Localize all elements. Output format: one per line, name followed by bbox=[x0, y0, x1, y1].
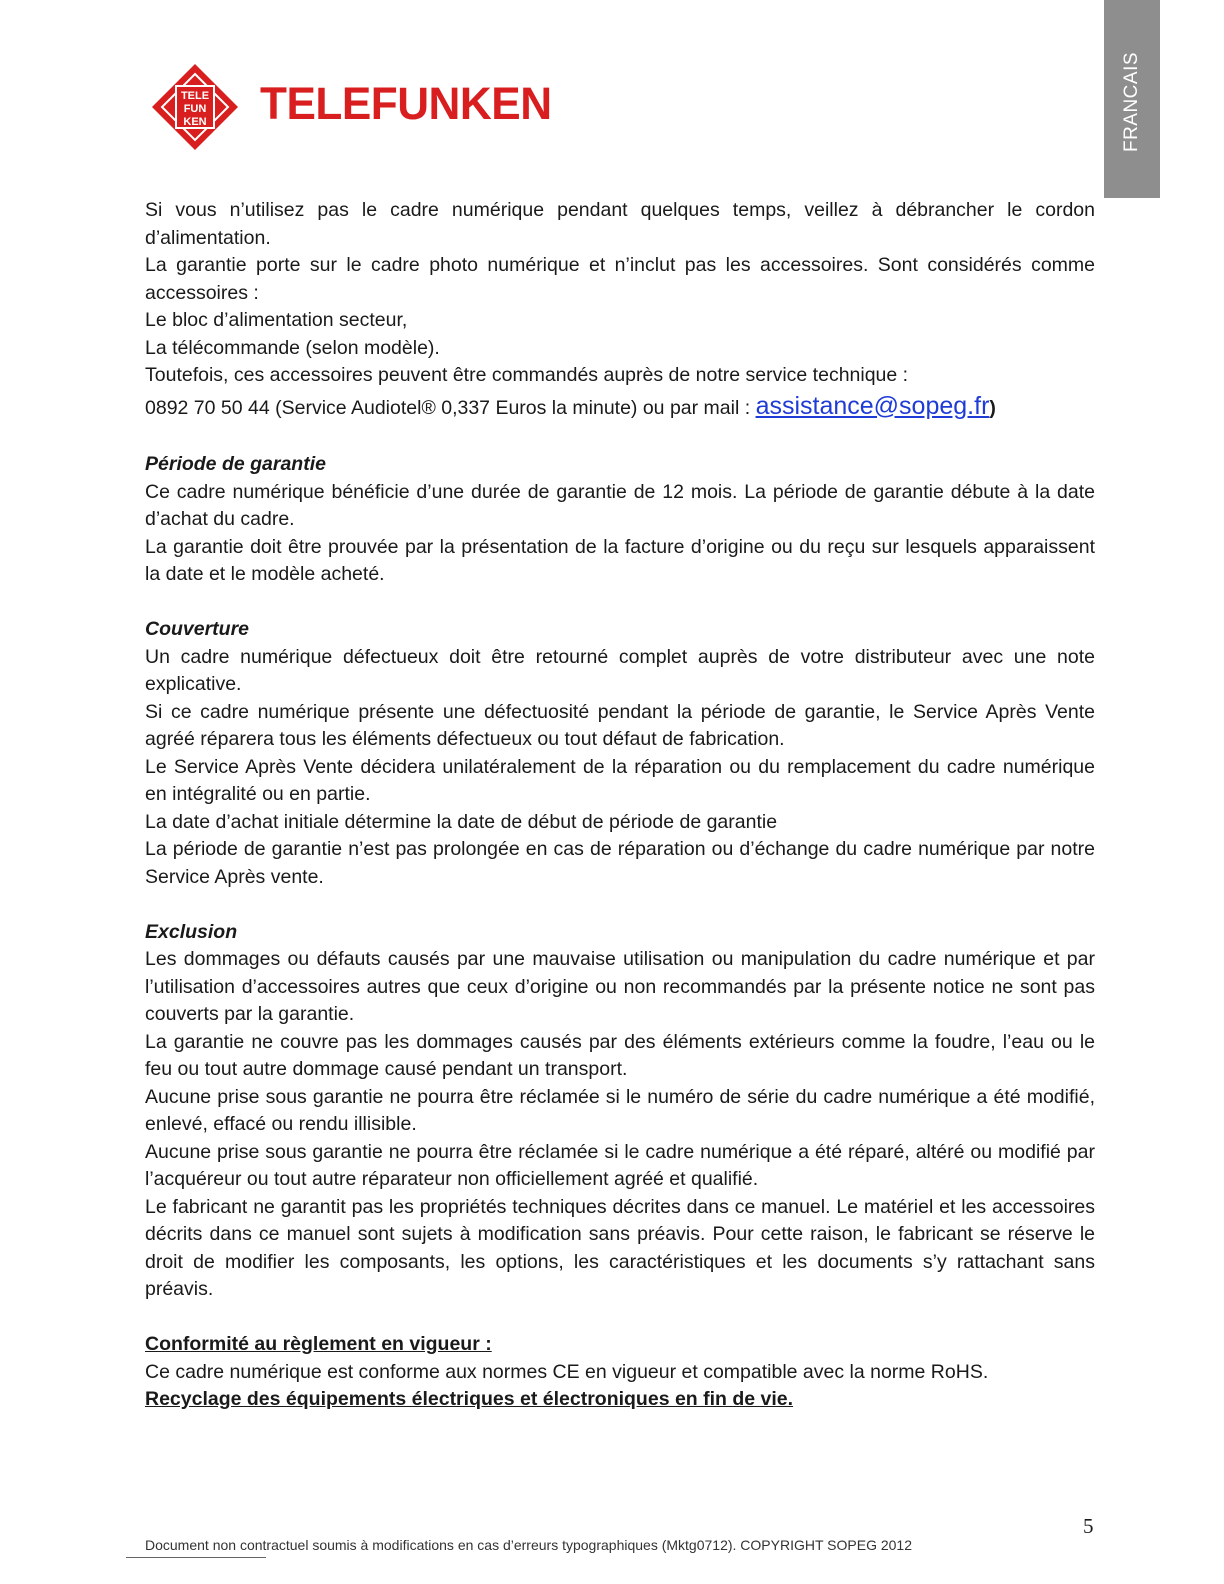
exclusion-paragraph: Aucune prise sous garantie ne pourra être réclamée si le cadre numérique a été réparé, altéré ou modifié par l’acquéreur ou tout autre réparateur non officiellement agréé et qualifié. bbox=[145, 1140, 1095, 1190]
footer-text: Document non contractuel soumis à modifications en cas d’erreurs typographiques (Mktg0712). COPYRIGHT SOPEG 2012 bbox=[145, 1537, 912, 1553]
contact-text: 0892 70 50 44 (Service Audiotel® 0,337 Euros la minute) ou par mail : bbox=[145, 396, 756, 419]
language-tab bbox=[1104, 0, 1160, 198]
brand-name: TELEFUNKEN bbox=[260, 78, 552, 129]
periode-paragraph: La garantie doit être prouvée par la présentation de la facture d’origine ou du reçu sur lesquels apparaissent la date et le modèle acheté. bbox=[145, 535, 1095, 585]
couverture-paragraph: La période de garantie n’est pas prolongée en cas de réparation ou d’échange du cadre numérique par notre Service Après vente. bbox=[145, 838, 1095, 888]
couverture-paragraph: Si ce cadre numérique présente une défectuosité pendant la période de garantie, le Service Après Vente agréé réparera tous les éléments défectueux ou tout défaut de fabrication. bbox=[145, 700, 1095, 750]
language-tab-label: FRANCAIS bbox=[1121, 51, 1142, 153]
couverture-paragraph: Un cadre numérique défectueux doit être retourné complet auprès de votre distributeur avec une note explicative. bbox=[145, 645, 1095, 695]
emblem-text-fun: FUN bbox=[183, 103, 207, 115]
intro-paragraph: Le bloc d’alimentation secteur, bbox=[145, 309, 408, 331]
page-number: 5 bbox=[1083, 1514, 1094, 1538]
contact-line bbox=[145, 390, 1095, 424]
section-title-periode: Période de garantie bbox=[145, 453, 326, 475]
section-title-conformite: Conformité au règlement en vigueur : bbox=[145, 1333, 492, 1355]
intro-paragraph: La télécommande (selon modèle). bbox=[145, 336, 440, 359]
conformite-paragraph: Ce cadre numérique est conforme aux normes CE en vigueur et compatible avec la norme RoHS. bbox=[145, 1360, 989, 1383]
couverture-paragraph: La date d’achat initiale détermine la date de début de période de garantie bbox=[145, 810, 778, 833]
exclusion-paragraph: Le fabricant ne garantit pas les propriétés techniques décrites dans ce manuel. Le matériel et les accessoires décrits dans ce manuel sont sujets à modification sans préavis. Pour cette raison, le fabricant se réserve le droit de modifier les composants, les options, les caractéristiques et les documents s’y rattachant sans préavis. bbox=[145, 1195, 1095, 1300]
section-title-couverture: Couverture bbox=[145, 618, 250, 640]
telefunken-emblem-icon bbox=[150, 62, 240, 152]
contact-closing: ) bbox=[989, 396, 996, 419]
exclusion-paragraph: Aucune prise sous garantie ne pourra être réclamée si le numéro de série du cadre numérique a été modifié, enlevé, effacé ou rendu illisible. bbox=[145, 1085, 1095, 1135]
emblem-text-ken: KEN bbox=[183, 116, 207, 128]
exclusion-paragraph: Les dommages ou défauts causés par une mauvaise utilisation ou manipulation du cadre numérique et par l’utilisation d’accessoires autres que ceux d’origine ou non recommandés par la présente notice ne sont pas couverts par la garantie. bbox=[145, 948, 1095, 1025]
section-title-exclusion: Exclusion bbox=[145, 920, 238, 943]
emblem-text-tele: TELE bbox=[180, 90, 210, 102]
document-body bbox=[145, 197, 1095, 1414]
footer-divider bbox=[126, 1557, 266, 1558]
intro-paragraph: La garantie porte sur le cadre photo numérique et n’inclut pas les accessoires. Sont considérés comme accessoires : bbox=[145, 254, 1095, 304]
intro-paragraph: Toutefois, ces accessoires peuvent être commandés auprès de notre service technique : bbox=[145, 364, 909, 386]
telefunken-logo bbox=[150, 62, 552, 154]
recycling-title: Recyclage des équipements électriques et électroniques en fin de vie. bbox=[145, 1388, 794, 1410]
email-link[interactable]: assistance@sopeg.fr bbox=[755, 391, 990, 420]
exclusion-paragraph: La garantie ne couvre pas les dommages causés par des éléments extérieurs comme la foudre, l’eau ou le feu ou tout autre dommage causé pendant un transport. bbox=[145, 1030, 1095, 1080]
intro-paragraph: Si vous n’utilisez pas le cadre numérique pendant quelques temps, veillez à débrancher le cordon d’alimentation. bbox=[145, 199, 1095, 249]
couverture-paragraph: Le Service Après Vente décidera unilatéralement de la réparation ou du remplacement du cadre numérique en intégralité ou en partie. bbox=[145, 755, 1095, 805]
periode-paragraph: Ce cadre numérique bénéficie d’une durée de garantie de 12 mois. La période de garantie débute à la date d’achat du cadre. bbox=[145, 480, 1095, 530]
